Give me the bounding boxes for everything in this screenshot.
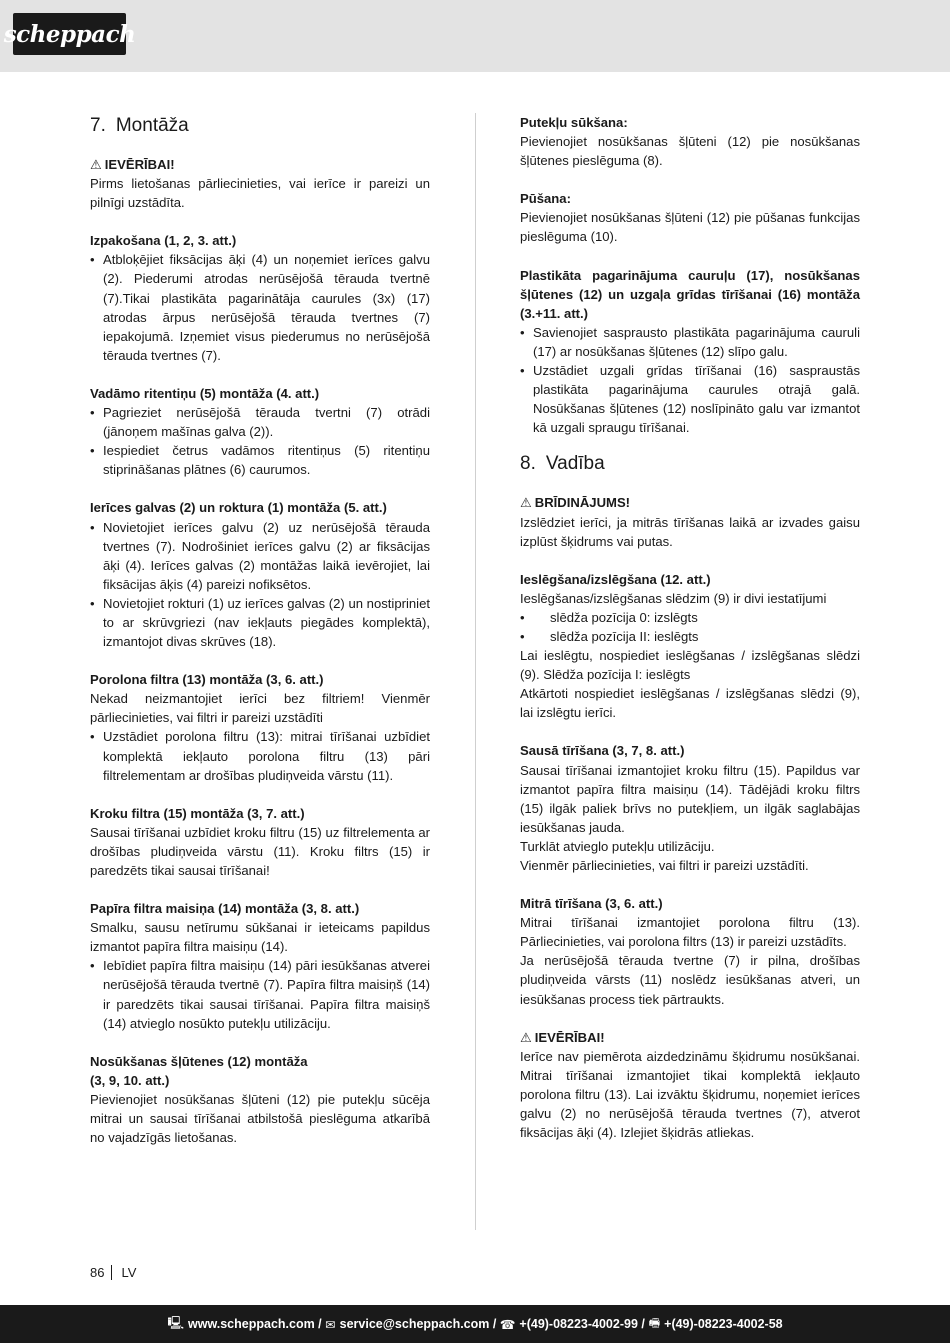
phone-icon: ☎ [499,1317,516,1332]
header-band [0,0,950,72]
list-item: • Atbloķējiet fiksācijas āķi (4) un noņemiet ierīces galvu (2). Piederumi atrodas nerūsējošā tērauda tvertnē (7).Tikai plastikāta pagarinātāja caurules (3x) (17) atrodas ārpus nerūsējošā tērauda tvertnes (7) iepakojumā. Izņemiet visus piederumus no nerūsējošā tērauda tvertnes (7). [90,250,430,365]
right-column [520,113,860,1161]
list-item: • Uzstādiet uzgali grīdas tīrīšanai (16) saspraustās plastikāta pagarinājuma caurules otrajā galā. Nosūkšanas šļūtenes (12) noslīpināto galu var izmantot kā uzgali spraugu tīrīšanai. [520,361,860,437]
warning-triangle-icon: ⚠ [520,495,532,511]
footer-separator [111,1265,112,1280]
notice-block: ⚠ IEVĒRĪBAI! Pirms lietošanas pārliecinieties, vai ierīce ir pareizi un pilnīgi uzstādīta. [90,157,430,211]
list-item: • Iespiediet četrus vadāmos ritentiņus (5) ritentiņu stiprināšanas plātnes (6) caurumos. [90,441,430,479]
unpacking-block: Izpakošana (1, 2, 3. att.) • Atbloķējiet fiksācijas āķi (4) un noņemiet ierīces galvu (2). Piederumi atrodas nerūsējošā tērauda tvertnē (7).Tikai plastikāta pagarinātāja caurules (3x) (17) atrodas ārpus nerūsējošā tērauda tvertnes (7) iepakojumā. Izņemiet visus piederumus no nerūsējošā tērauda tvertnes (7). [90,231,430,365]
extension-block: Plastikāta pagarinājuma cauruļu (17), nosūkšanas šļūtenes (12) un uzgaļa grīdas tīrīšanai (16) montāža (3.+11. att.) • Savienojiet sasprausto plastikāta pagarinājuma cauruli (17) ar nosūkšanas šļūtenes (12) slīpo galu. • Uzstādiet uzgali grīdas tīrīšanai (16) saspraustās plastikāta pagarinājuma caurules otrajā galā. Nosūkšanas šļūtenes (12) noslīpināto galu var izmantot kā uzgali spraugu tīrīšanai. [520,266,860,438]
language-code: LV [121,1265,137,1280]
section-title-operation: 8. Vadība [520,453,605,475]
email-link[interactable]: service@scheppach.com / [339,1317,497,1331]
wet-cleaning-block: Mitrā tīrīšana (3, 6. att.) Mitrai tīrīšanai izmantojiet porolona filtru (13). Pārliecinieties, vai porolona filtrs (13) ir pareizi uzstādīts. Ja nerūsējošā tērauda tvertne (7) ir pilna, drošības pludiņveida vārsts (11) noslēdz iesūkšanas atveri, un iesūkšanas process tiek pārtraukts. [520,896,860,1007]
fax-icon: 🖷 [648,1315,661,1330]
list-item: • Savienojiet sasprausto plastikāta pagarinājuma cauruli (17) ar nosūkšanas šļūtenes (12) slīpo galu. [520,323,860,361]
dry-cleaning-block: Sausā tīrīšana (3, 7, 8. att.) Sausai tīrīšanai izmantojiet kroku filtru (15). Papildus var izmantot papīra filtra maisiņu (14). Tādējādi kroku filtrs (15) ilgāk paliek brīvs no putekļiem, un ilgāk saglabājas iesūkšanas jauda. Turklāt atvieglo putekļu utilizāciju. Vienmēr pārliecinieties, vai filtri ir pareizi uzstādīti. [520,743,860,873]
castors-block: Vadāmo ritentiņu (5) montāža (4. att.) • Pagrieziet nerūsējošā tērauda tvertni (7) otrādi (jānoņem mašīnas galva (2)). • Iespiediet četrus vadāmos ritentiņus (5) ritentiņu stiprināšanas plātnes (6) caurumos. [90,384,430,479]
foam-filter-block: Porolona filtra (13) montāža (3, 6. att.) Nekad neizmantojiet ierīci bez filtriem! Vienmēr pārliecinieties, vai filtri ir pareizi uzstādīti • Uzstādiet porolona filtru (13): mitrai tīrīšanai uzbīdiet komplektā iekļauto porolona filtru (13) pāri filtrelementam ar drošības pludiņveida vārstu (11). [90,670,430,785]
phone-number: +(49)-08223-4002-99 / [519,1317,645,1331]
page-footer [90,1265,136,1280]
notice-block-2: ⚠ IEVĒRĪBAI! Ierīce nav piemērota aizdedzināmu šķidrumu nosūkšanai. Mitrai tīrīšanai izmantojiet tikai komplektā iekļauto porolona filtru (13). Lai izvāktu šķidrumu, noņemiet ierīces galvu (2) no nerūsējošā tērauda tvertnes (7), atverot fiksācijas āķi (4). Izlejiet šķidrās atliekas. [520,1029,860,1141]
head-handle-block: Ierīces galvas (2) un roktura (1) montāža (5. att.) • Novietojiet ierīces galvu (2) uz nerūsējošā tērauda tvertnes (7). Nodrošiniet ierīces galvu (2) ar fiksācijas āķi (4). Ierīces galvas (2) montāžas laikā ievērojiet, lai fiksācijas āķis (4) pareizi nofiksētos. • Novietojiet rokturi (1) uz ierīces galvas (2) un nostipriniet to ar skrūvgriezi (nav iekļauts piegādes komplektā), izmantojot divas skrūves (18). [90,498,430,651]
brand-logo: scheppach [13,13,126,55]
website-link[interactable]: www.scheppach.com / [188,1317,322,1331]
dust-extraction-block: Putekļu sūkšana: Pievienojiet nosūkšanas šļūteni (12) pie nosūkšanas šļūtenes pieslēguma (8). [520,115,860,169]
switching-block: Ieslēgšana/izslēgšana (12. att.) Ieslēgšanas/izslēgšanas slēdzim (9) ir divi iestatījumi • slēdža pozīcija 0: izslēgts • slēdža pozīcija II: ieslēgts Lai ieslēgtu, nospiediet ieslēgšanas / izslēgšanas slēdzi (9). Slēdža pozīcija I: ieslēgts Atkārtoti nospiediet ieslēgšanas / izslēgšanas slēdzi (9), lai izslēgtu ierīci. [520,570,860,723]
warning-triangle-icon: ⚠ [520,1029,532,1045]
warning-triangle-icon: ⚠ [90,157,102,172]
list-item: • Iebīdiet papīra filtra maisiņu (14) pāri iesūkšanas atverei nerūsējošā tērauda tvertnē (7). Papīra filtra maisiņš (14) ir paredzēts tikai sausai tīrīšanai. Papīra filtra maisiņš (14) atvieglo nosūkto putekļu utilizāciju. [90,956,430,1032]
blowing-block: Pūšana: Pievienojiet nosūkšanas šļūteni (12) pie pūšanas funkcijas pieslēguma (10). [520,191,860,245]
list-item: • Uzstādiet porolona filtru (13): mitrai tīrīšanai uzbīdiet komplektā iekļauto porolona filtru (13) pāri filtrelementam ar drošības pludiņveida vārstu (11). [90,727,430,784]
pleated-filter-block: Kroku filtra (15) montāža (3, 7. att.) Sausai tīrīšanai uzbīdiet kroku filtru (15) uz filtrelementa ar drošības pludiņveida vārstu (11). Kroku filtrs (15) ir paredzēts tikai sausai tīrīšanai! [90,805,430,878]
list-item: • Pagrieziet nerūsējošā tērauda tvertni (7) otrādi (jānoņem mašīnas galva (2)). [90,403,430,441]
list-item: • slēdža pozīcija 0: izslēgts [520,608,860,627]
mail-icon: ✉ [325,1317,336,1332]
section-title-assembly: 7. Montāža [90,115,189,136]
warning-block: ⚠ BRĪDINĀJUMS! Izslēdziet ierīci, ja mitrās tīrīšanas laikā ar izvades gaisu izplūst šķidrums vai putas. [520,495,860,549]
hose-block: Nosūkšanas šļūtenes (12) montāža (3, 9, 10. att.) Pievienojiet nosūkšanas šļūteni (12) pie putekļu sūcēja mitrai un sausai tīrīšanai atbilstošā pieslēguma atkarībā no vajadzīgās lietošanas. [90,1053,430,1146]
contact-bar [0,1305,950,1343]
list-item: • slēdža pozīcija II: ieslēgts [520,627,860,646]
fax-number: +(49)-08223-4002-58 [664,1317,783,1331]
list-item: • Novietojiet ierīces galvu (2) uz nerūsējošā tērauda tvertnes (7). Nodrošiniet ierīces galvu (2) ar fiksācijas āķi (4). Ierīces galvas (2) montāžas laikā ievērojiet, lai fiksācijas āķis (4) pareizi nofiksētos. [90,518,430,594]
page-number: 86 [90,1265,105,1280]
column-divider [475,113,476,1230]
list-item: • Novietojiet rokturi (1) uz ierīces galvas (2) un nostipriniet to ar skrūvgriezi (nav iekļauts piegādes komplektā), izmantojot divas skrūves (18). [90,594,430,651]
paper-bag-block: Papīra filtra maisiņa (14) montāža (3, 8. att.) Smalku, sausu netīrumu sūkšanai ir ieteicams papildus izmantot papīra filtra maisiņu (14). • Iebīdiet papīra filtra maisiņu (14) pāri iesūkšanas atverei nerūsējošā tērauda tvertnē (7). Papīra filtra maisiņš (14) ir paredzēts tikai sausai tīrīšanai. Papīra filtra maisiņš (14) atvieglo nosūkto putekļu utilizāciju. [90,899,430,1033]
computer-icon: 🖳 [167,1315,185,1330]
left-column [90,113,430,1166]
